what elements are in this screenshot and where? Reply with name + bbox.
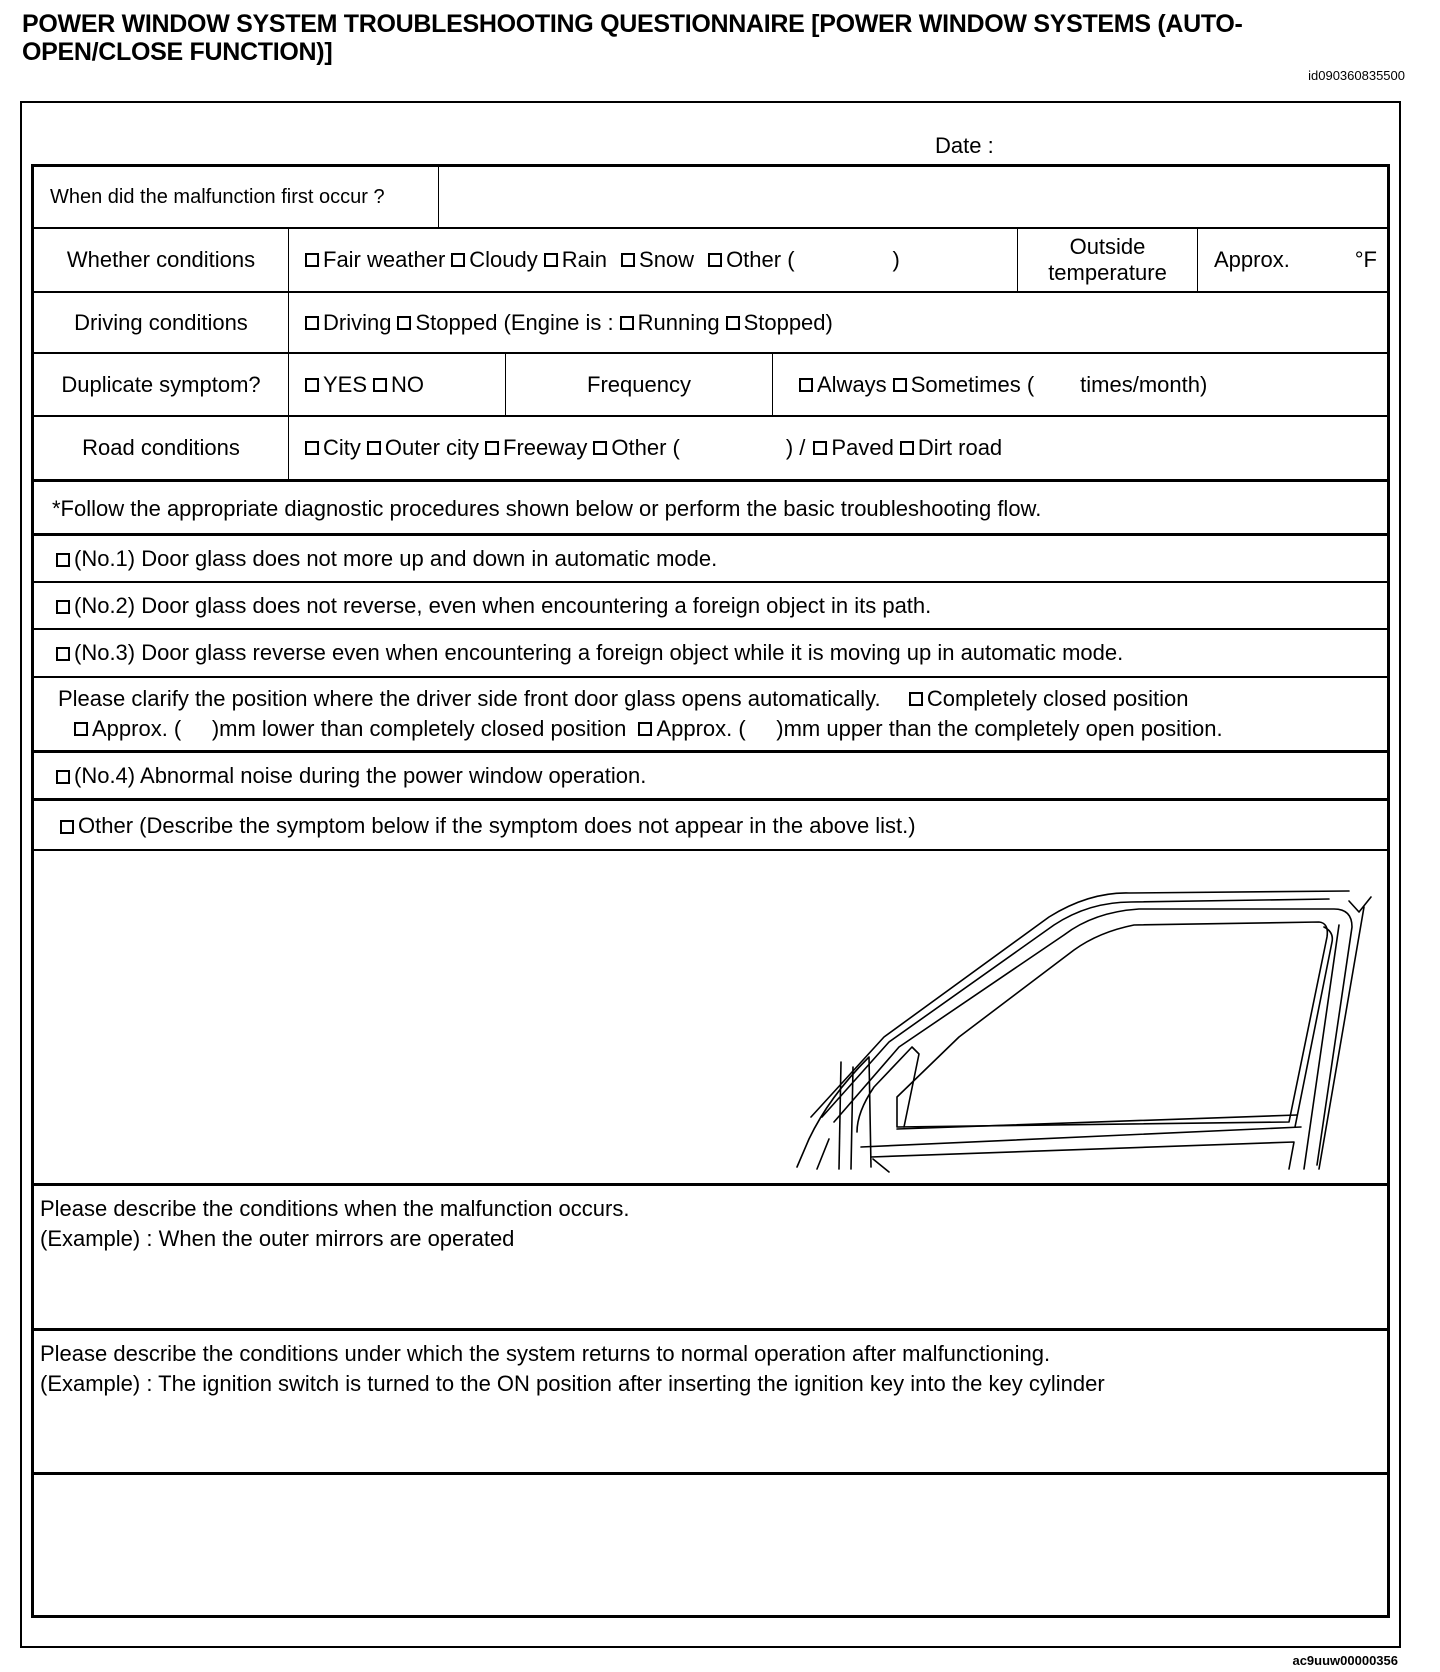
- checkbox-icon[interactable]: [367, 441, 381, 455]
- document-id: id090360835500: [1308, 68, 1405, 83]
- checkbox-icon[interactable]: [56, 553, 70, 567]
- checkbox-icon[interactable]: [60, 820, 74, 834]
- position-option-closed[interactable]: Completely closed position: [909, 686, 1189, 712]
- row-conditions-occurs[interactable]: [34, 1186, 1387, 1331]
- checkbox-icon[interactable]: [900, 441, 914, 455]
- driving-option-driving[interactable]: Driving: [305, 310, 391, 336]
- frequency-label: Frequency: [505, 354, 772, 415]
- checkbox-icon[interactable]: [56, 647, 70, 661]
- checkbox-icon[interactable]: [305, 378, 319, 392]
- driving-options: [288, 293, 1387, 352]
- conditions-normal-prompt: Please describe the conditions under which the system returns to normal operation after malfunctioning.: [40, 1341, 1051, 1366]
- frequency-option-sometimes[interactable]: Sometimes (: [893, 372, 1034, 398]
- checkbox-icon[interactable]: [638, 722, 652, 736]
- row-road: [34, 417, 1387, 482]
- road-option-city[interactable]: City: [305, 435, 361, 461]
- duplicate-options: [288, 354, 505, 415]
- frequency-options: [772, 354, 1387, 415]
- duplicate-label: Duplicate symptom?: [61, 371, 261, 397]
- road-option-outer-city[interactable]: Outer city: [367, 435, 479, 461]
- driving-option-stopped[interactable]: Stopped (Engine is :: [397, 310, 613, 336]
- checkbox-icon[interactable]: [620, 316, 634, 330]
- questionnaire-table: [31, 164, 1390, 1618]
- engine-option-stopped[interactable]: Stopped): [726, 310, 833, 336]
- weather-option-cloudy[interactable]: Cloudy: [451, 247, 537, 273]
- conditions-normal-example: (Example) : The ignition switch is turned to the ON position after inserting the ignition key into the key cylinder: [40, 1371, 1105, 1396]
- engine-option-running[interactable]: Running: [620, 310, 720, 336]
- checkbox-icon[interactable]: [799, 378, 813, 392]
- row-notes-blank[interactable]: [34, 1475, 1387, 1615]
- row-conditions-normal[interactable]: [34, 1331, 1387, 1475]
- row-driving: [34, 293, 1387, 354]
- checkbox-icon[interactable]: [909, 692, 923, 706]
- checkbox-icon[interactable]: [485, 441, 499, 455]
- weather-label: Whether conditions: [66, 247, 256, 272]
- checkbox-icon[interactable]: [305, 316, 319, 330]
- b-pillar-corner: [1349, 897, 1371, 912]
- checkbox-icon[interactable]: [813, 441, 827, 455]
- clarify-text: Please clarify the position where the driver side front door glass opens automatically.: [58, 686, 881, 711]
- road-options: [288, 417, 1387, 479]
- row-first-occur: [34, 167, 1387, 229]
- symptom-other[interactable]: Other (Describe the symptom below if the symptom does not appear in the above list.): [34, 801, 1387, 851]
- weather-options: [288, 229, 1017, 291]
- checkbox-icon[interactable]: [305, 441, 319, 455]
- duplicate-option-no[interactable]: NO: [373, 372, 424, 398]
- checkbox-icon[interactable]: [56, 770, 70, 784]
- row-clarify-position: [34, 678, 1387, 753]
- symptom-no1[interactable]: (No.1) Door glass does not more up and down in automatic mode.: [34, 536, 1387, 583]
- page-title: POWER WINDOW SYSTEM TROUBLESHOOTING QUESTIONNAIRE [POWER WINDOW SYSTEMS (AUTO-OPEN/CLOSE FUNCTION)]: [22, 10, 1243, 66]
- road-option-other[interactable]: Other (: [593, 435, 679, 461]
- outside-temperature-label: Outside temperature: [1017, 229, 1197, 291]
- frequency-option-always[interactable]: Always: [799, 372, 887, 398]
- a-pillar-line-4: [851, 1067, 853, 1169]
- temperature-approx: Approx.: [1214, 247, 1290, 272]
- checkbox-icon[interactable]: [726, 316, 740, 330]
- weather-option-snow[interactable]: Snow: [621, 247, 694, 273]
- checkbox-icon[interactable]: [74, 722, 88, 736]
- times-per-month-label: times/month): [1080, 371, 1208, 397]
- first-occur-label: When did the malfunction first occur ?: [50, 185, 385, 208]
- a-pillar-line-3: [839, 1062, 841, 1169]
- row-instruction: [34, 482, 1387, 536]
- checkbox-icon[interactable]: [621, 253, 635, 267]
- temperature-unit: °F: [1354, 247, 1377, 272]
- checkbox-icon[interactable]: [593, 441, 607, 455]
- outside-temperature-input[interactable]: [1197, 229, 1387, 291]
- belt-line-inner: [871, 1142, 1294, 1169]
- checkbox-icon[interactable]: [56, 600, 70, 614]
- driving-label: Driving conditions: [74, 309, 248, 335]
- date-label: Date :: [935, 133, 994, 158]
- road-option-freeway[interactable]: Freeway: [485, 435, 587, 461]
- symptom-no3[interactable]: (No.3) Door glass reverse even when encountering a foreign object while it is moving up in automatic mode.: [34, 630, 1387, 678]
- checkbox-icon[interactable]: [305, 253, 319, 267]
- road-option-dirt[interactable]: Dirt road: [900, 435, 1002, 461]
- a-pillar-line-2: [817, 1139, 829, 1169]
- conditions-occurs-prompt: Please describe the conditions when the malfunction occurs.: [40, 1196, 630, 1221]
- belt-molding-end: [873, 1159, 889, 1172]
- road-label: Road conditions: [82, 435, 240, 460]
- weather-option-rain[interactable]: Rain: [544, 247, 607, 273]
- car-door-illustration: [789, 857, 1399, 1177]
- weather-option-other[interactable]: Other (: [708, 247, 794, 273]
- conditions-occurs-example: (Example) : When the outer mirrors are operated: [40, 1226, 515, 1251]
- row-duplicate: [34, 354, 1387, 417]
- symptom-no2[interactable]: (No.2) Door glass does not reverse, even when encountering a foreign object in its path.: [34, 583, 1387, 630]
- checkbox-icon[interactable]: [893, 378, 907, 392]
- first-occur-input[interactable]: [438, 167, 1387, 227]
- symptom-no4[interactable]: (No.4) Abnormal noise during the power window operation.: [34, 753, 1387, 801]
- checkbox-icon[interactable]: [373, 378, 387, 392]
- position-option-lower[interactable]: Approx. ( )mm lower than completely closed position: [74, 716, 626, 742]
- image-id: ac9uuw00000356: [1292, 1653, 1398, 1668]
- road-separator: ) /: [785, 435, 806, 460]
- duplicate-option-yes[interactable]: YES: [305, 372, 367, 398]
- position-option-upper[interactable]: Approx. ( )mm upper than the completely open position.: [638, 716, 1222, 742]
- checkbox-icon[interactable]: [451, 253, 465, 267]
- door-frame-mid: [822, 899, 1329, 1117]
- checkbox-icon[interactable]: [544, 253, 558, 267]
- window-glass: [897, 922, 1327, 1127]
- checkbox-icon[interactable]: [708, 253, 722, 267]
- weather-option-fair[interactable]: Fair weather: [305, 247, 445, 273]
- weather-other-close: ): [892, 247, 900, 272]
- instruction-text: *Follow the appropriate diagnostic procedures shown below or perform the basic troubleshooting flow.: [52, 496, 1042, 521]
- road-option-paved[interactable]: Paved: [813, 435, 893, 461]
- row-weather: [34, 229, 1387, 293]
- checkbox-icon[interactable]: [397, 316, 411, 330]
